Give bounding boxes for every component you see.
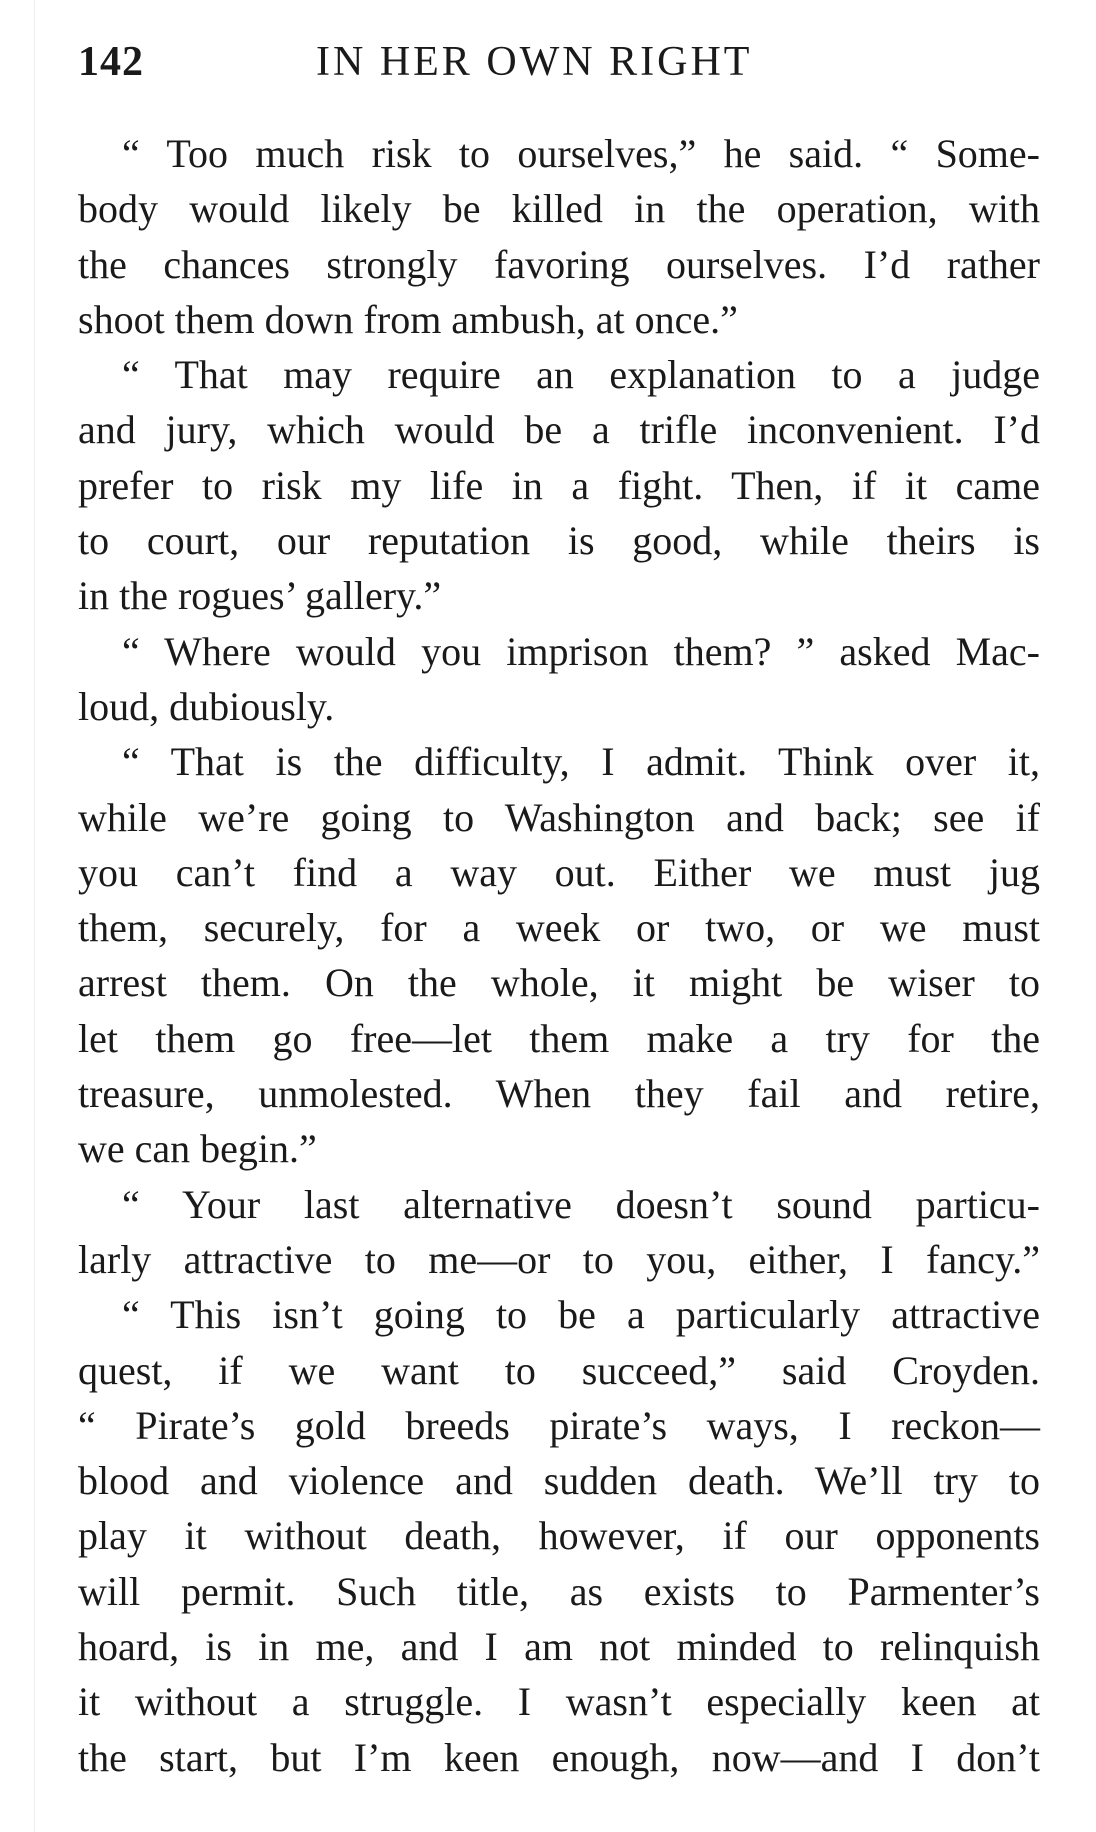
- text-line: loud, dubiously.: [78, 683, 335, 729]
- text-line: them, securely, for a week or two, or we must: [78, 905, 1040, 951]
- page-number: 142: [78, 39, 144, 85]
- running-title: IN HER OWN RIGHT: [316, 39, 753, 85]
- text-line: shoot them down from ambush, at once.”: [78, 296, 738, 342]
- body-text: [78, 126, 1040, 1785]
- text-line: in the rogues’ gallery.”: [78, 573, 442, 619]
- text-line: larly attractive to me—or to you, either, I fancy.”: [78, 1236, 1040, 1282]
- text-line: “ This isn’t going to be a particularly attractive: [122, 1292, 1040, 1338]
- text-line: treasure, unmolested. When they fail and retire,: [78, 1071, 1040, 1117]
- text-line: it without a struggle. I wasn’t especially keen at: [78, 1679, 1040, 1725]
- text-line: “ Pirate’s gold breeds pirate’s ways, I reckon—: [78, 1402, 1040, 1448]
- text-line: body would likely be killed in the operation, with: [78, 186, 1040, 232]
- page-gutter-edge: [34, 0, 35, 1832]
- text-line: to court, our reputation is good, while theirs is: [78, 518, 1040, 564]
- text-line: prefer to risk my life in a fight. Then, if it came: [78, 462, 1040, 508]
- text-line: the chances strongly favoring ourselves. I’d rather: [78, 241, 1040, 287]
- text-line: “ Too much risk to ourselves,” he said. “ Some-: [122, 131, 1040, 176]
- text-line: while we’re going to Washington and back; see if: [78, 794, 1040, 840]
- text-line: play it without death, however, if our opponents: [78, 1513, 1040, 1559]
- text-line: “ Your last alternative doesn’t sound particu-: [122, 1181, 1040, 1227]
- page-header: [78, 30, 1038, 94]
- text-line: hoard, is in me, and I am not minded to relinquish: [78, 1624, 1040, 1670]
- text-line: we can begin.”: [78, 1126, 317, 1172]
- text-line: quest, if we want to succeed,” said Croyden.: [78, 1347, 1040, 1393]
- text-line: arrest them. On the whole, it might be wiser to: [78, 960, 1040, 1006]
- text-line: will permit. Such title, as exists to Parmenter’s: [78, 1568, 1040, 1614]
- text-line: and jury, which would be a trifle inconvenient. I’d: [78, 407, 1040, 453]
- text-line: “ That is the difficulty, I admit. Think over it,: [122, 739, 1040, 785]
- text-line: let them go free—let them make a try for the: [78, 1015, 1040, 1061]
- text-line: you can’t find a way out. Either we must jug: [78, 849, 1040, 895]
- text-line: “ Where would you imprison them? ” asked Mac-: [122, 628, 1040, 674]
- text-line: the start, but I’m keen enough, now—and I don’t: [78, 1734, 1040, 1780]
- text-line: “ That may require an explanation to a judge: [122, 352, 1040, 398]
- text-line: blood and violence and sudden death. We’ll try to: [78, 1458, 1040, 1504]
